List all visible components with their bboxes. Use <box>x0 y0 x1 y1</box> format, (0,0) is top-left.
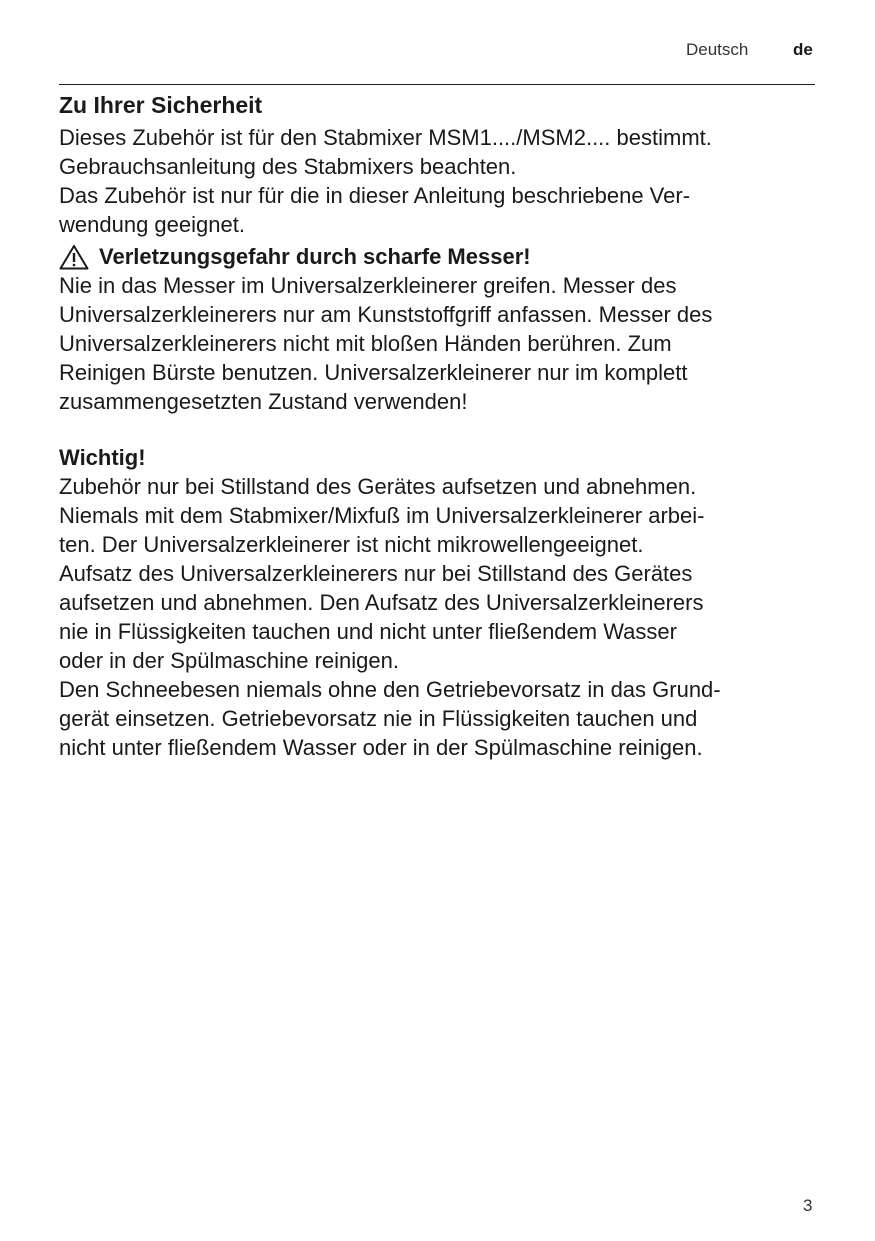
warning-heading <box>59 242 815 271</box>
page-number: 3 <box>803 1196 813 1215</box>
warning-paragraph: Nie in das Messer im Universalzerkleinerer greifen. Messer des Universalzerkleinerers nur am Kunststoffgriff anfassen. Messer des Universalzerkleinerers nicht mit bloßen Händen berühren. Zum Reinigen Bürste benutzen. Universalzerkleinerer nur im komplett zusammengesetzten Zustand verwenden! <box>59 273 713 414</box>
section-spacer <box>59 416 815 443</box>
warning-triangle-icon <box>59 244 89 270</box>
intro-paragraph: Dieses Zubehör ist für den Stabmixer MSM1..../MSM2.... bestimmt. Gebrauchsanleitung des Stabmixers beachten. Das Zubehör ist nur für die in dieser Anleitung beschriebene Ver- wendung geeignet. <box>59 125 712 237</box>
safety-section <box>59 90 815 762</box>
important-paragraph: Zubehör nur bei Stillstand des Gerätes aufsetzen und abnehmen. Niemals mit dem Stabmixer/Mixfuß im Universalzerkleinerer arbei- ten. Der Universalzerkleinerer ist nicht mikrowellengeeignet. Aufsatz des Universalzerkleinerers nur bei Stillstand des Gerätes aufsetzen und abnehmen. Den Aufsatz des Universalzerkleinerers nie in Flüssigkeiten tauchen und nicht unter fließendem Wasser oder in der Spülmaschine reinigen. Den Schneebesen niemals ohne den Getriebevorsatz in das Grund- gerät einsetzen. Getriebevorsatz nie in Flüssigkeiten tauchen und nicht unter fließendem Wasser oder in der Spülmaschine reinigen. <box>59 474 721 760</box>
important-heading: Wichtig! <box>59 445 146 470</box>
header-divider <box>59 84 815 85</box>
header-language-code: de <box>793 40 813 59</box>
header-language: Deutsch <box>686 40 749 59</box>
section-title: Zu Ihrer Sicherheit <box>59 92 263 118</box>
warning-title: Verletzungsgefahr durch scharfe Messer! <box>99 244 531 269</box>
